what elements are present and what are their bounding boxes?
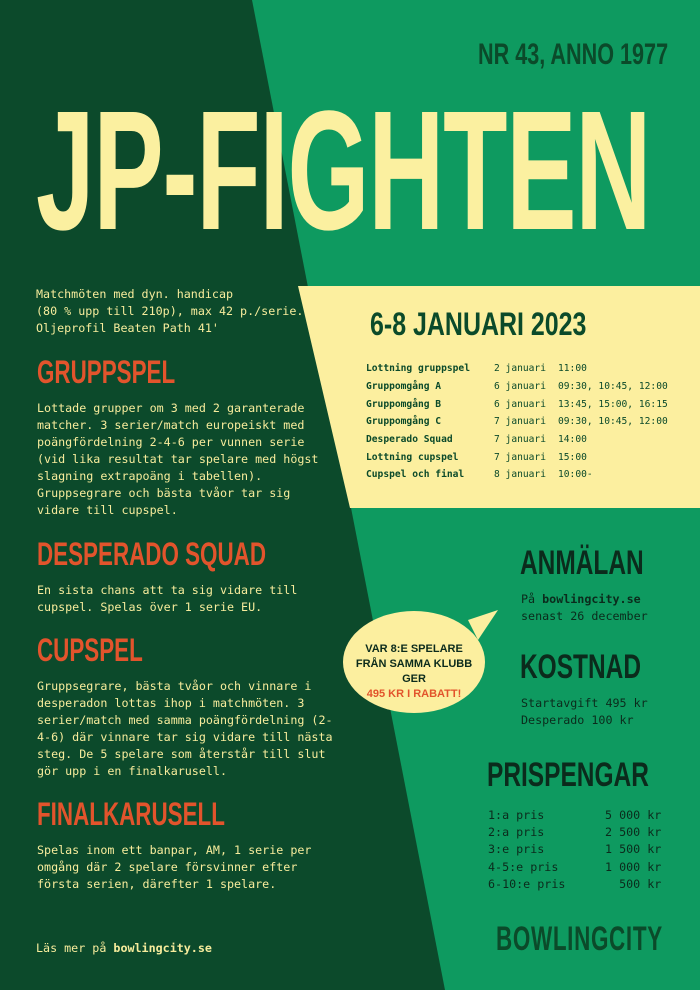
bubble-line-1: VAR 8:E SPELARE <box>365 643 463 655</box>
issue-label: NR 43, ANNO 1977 <box>478 38 669 71</box>
prize-place: 4-5:e pris <box>488 859 559 874</box>
schedule-time: 13:45, 15:00, 16:15 <box>558 398 668 410</box>
schedule-row <box>366 360 674 378</box>
prize-row <box>488 823 661 840</box>
schedule-date: 7 januari <box>494 434 546 446</box>
prize-amount: 2 500 kr <box>605 825 662 840</box>
prize-row <box>488 806 661 823</box>
footer-prefix: Läs mer på <box>36 941 114 955</box>
anmalan-deadline: senast 26 december <box>521 609 648 623</box>
prize-place: 2:a pris <box>488 825 545 840</box>
schedule-event: Lottning gruppspel <box>366 363 470 375</box>
intro-text: Matchmöten med dyn. handicap (80 % upp till 210p), max 42 p./serie. Oljeprofil Beaten Path 41' <box>36 287 304 335</box>
section-heading-desperado: DESPERADO SQUAD <box>37 536 267 572</box>
schedule-time: 09:30, 10:45, 12:00 <box>558 381 668 393</box>
schedule-time: 09:30, 10:45, 12:00 <box>558 416 668 428</box>
schedule-row <box>366 431 674 449</box>
schedule-event: Gruppomgång A <box>366 381 442 393</box>
section-text-gruppspel: Lottade grupper om 3 med 2 garanterade matcher. 3 serier/match europeiskt med poängfördelning 2-4-6 per vunnen serie (vid lika resultat tar spelare med högst slagning extrapoäng i tabellen). Gruppsegrare och bästa tvåor tar sig vidare till cupspel. <box>37 401 319 517</box>
page-title: JP-FIGHTEN <box>36 76 651 266</box>
section-text-finalkarusell: Spelas inom ett banpar, AM, 1 serie per omgång där 2 spelare försvinner efter första serien, därefter 1 spelare. <box>37 843 312 891</box>
schedule-date: 7 januari <box>494 416 546 428</box>
bowlingcity-logo: BOWLINGCITY <box>496 920 663 958</box>
schedule-event: Gruppomgång C <box>366 416 442 428</box>
schedule-time: 11:00 <box>558 363 587 375</box>
anmalan-heading: ANMÄLAN <box>520 544 644 582</box>
footer-text <box>36 941 212 955</box>
prize-place: 6-10:e pris <box>488 877 566 892</box>
schedule-event: Lottning cupspel <box>366 451 459 463</box>
prize-place: 3:e pris <box>488 842 545 857</box>
section-text-cupspel: Gruppsegrare, bästa tvåor och vinnare i desperadon lottas ihop i matchmöten. 3 serier/match med samma poängfördelning (2-4-6) där vinnare tar sig vidare till nästa steg. De 5 spelare som återstår till slut gör upp i en finalkarusell. <box>37 679 333 778</box>
schedule-date: 2 januari <box>494 363 546 375</box>
bubble-highlight: 495 KR I RABATT! <box>366 688 462 700</box>
schedule-table <box>366 360 674 484</box>
anmalan-link[interactable]: bowlingcity.se <box>542 592 641 606</box>
schedule-date: 6 januari <box>494 398 546 410</box>
section-heading-cupspel: CUPSPEL <box>37 632 143 668</box>
prize-amount: 5 000 kr <box>605 807 662 822</box>
schedule-date: 7 januari <box>494 451 546 463</box>
section-text-desperado: En sista chans att ta sig vidare till cupspel. Spelas över 1 serie EU. <box>37 583 298 614</box>
kostnad-line-2: Desperado 100 kr <box>521 713 634 727</box>
prize-amount: 1 500 kr <box>605 842 662 857</box>
discount-bubble-text <box>350 642 478 702</box>
schedule-row <box>366 466 674 484</box>
schedule-row <box>366 395 674 413</box>
schedule-date: 8 januari <box>494 469 546 481</box>
schedule-time: 10:00- <box>558 469 593 481</box>
kostnad-line-1: Startavgift 495 kr <box>521 696 648 710</box>
bubble-line-2: FRÅN SAMMA KLUBB GER <box>355 658 473 685</box>
prize-place: 1:a pris <box>488 807 545 822</box>
schedule-event: Desperado Squad <box>366 434 453 446</box>
prize-amount: 500 kr <box>619 877 662 892</box>
dates-heading: 6-8 JANUARI 2023 <box>370 306 587 342</box>
schedule-event: Gruppomgång B <box>366 398 442 410</box>
prize-table <box>488 806 661 893</box>
schedule-date: 6 januari <box>494 381 546 393</box>
schedule-time: 14:00 <box>558 434 587 446</box>
anmalan-prefix: På <box>521 592 543 606</box>
prispengar-heading: PRISPENGAR <box>487 756 649 794</box>
section-heading-finalkarusell: FINALKARUSELL <box>37 796 225 832</box>
schedule-row <box>366 448 674 466</box>
kostnad-text <box>521 695 648 729</box>
prize-amount: 1 000 kr <box>605 859 662 874</box>
prize-row <box>488 858 661 875</box>
prize-row <box>488 841 661 858</box>
schedule-event: Cupspel och final <box>366 469 465 481</box>
anmalan-text <box>521 591 648 625</box>
footer-link[interactable]: bowlingcity.se <box>113 941 212 955</box>
schedule-row <box>366 378 674 396</box>
prize-row <box>488 876 661 893</box>
schedule-time: 15:00 <box>558 451 587 463</box>
section-heading-gruppspel: GRUPPSPEL <box>37 354 176 390</box>
kostnad-heading: KOSTNAD <box>520 648 642 686</box>
schedule-row <box>366 413 674 431</box>
